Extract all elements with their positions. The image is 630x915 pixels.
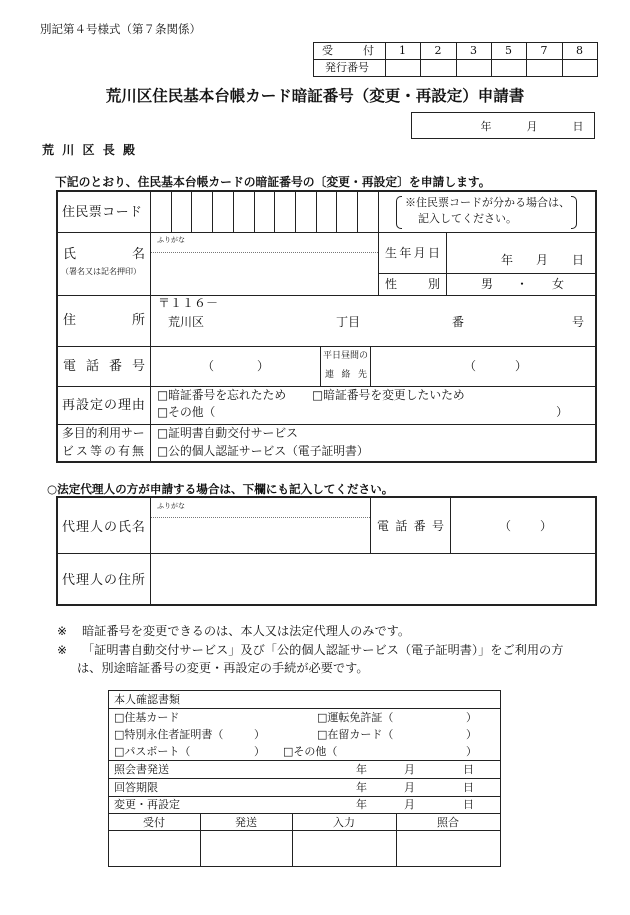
code-cell-rule — [171, 191, 172, 232]
label-char: 番 — [108, 358, 122, 374]
reason-other-checkbox: □その他（ — [157, 405, 216, 419]
office-date-row-label: 回答期限 — [114, 780, 158, 794]
label-char: 住 — [62, 204, 76, 220]
label-char: 性 — [385, 277, 398, 291]
label-char: 所 — [131, 312, 145, 328]
label-char: の — [104, 444, 116, 458]
code-cell-rule — [254, 191, 255, 232]
agent-phone-label — [377, 520, 444, 532]
daytime-paren-close: ） — [514, 359, 528, 373]
furigana-divider — [151, 252, 378, 253]
label-char: 電 — [377, 519, 390, 533]
daytime-paren-open: （ — [463, 359, 477, 373]
office-date-year: 年 — [356, 762, 367, 776]
birthdate-label — [385, 247, 440, 259]
label-char: 長 — [102, 143, 115, 157]
code-cell-rule — [336, 191, 337, 232]
label-char: 定 — [89, 397, 103, 413]
code-cell-rule — [274, 191, 275, 232]
note-mark: ※ — [57, 643, 68, 657]
table-rule — [57, 553, 596, 554]
code-cell-rule — [212, 191, 213, 232]
agent-furigana-label: ふりがな — [157, 501, 185, 510]
issue-number-label: 発行番号 — [325, 61, 369, 74]
table-rule — [456, 42, 457, 77]
label-char: 付 — [363, 44, 374, 57]
name-label — [63, 248, 145, 261]
birthdate-month: 月 — [535, 253, 549, 267]
label-char: 電 — [63, 358, 77, 374]
date-box — [411, 112, 595, 139]
table-rule — [108, 708, 501, 709]
stamp-column-header: 発送 — [235, 815, 257, 829]
services-label — [62, 446, 144, 458]
label-char: 住 — [117, 572, 131, 588]
furigana-label: ふりがな — [157, 235, 185, 244]
label-char: の — [103, 397, 117, 413]
code-cell-rule — [233, 191, 234, 232]
label-char: ー — [115, 204, 129, 220]
label-char: 絡 — [341, 369, 351, 380]
address-chome: 丁目 — [336, 315, 361, 329]
label-char: 号 — [431, 519, 444, 533]
label-char: 由 — [131, 397, 145, 413]
resident-code-note: ※住民票コードが分かる場合は、 — [405, 195, 570, 209]
label-char: 荒 — [42, 143, 55, 157]
receipt-number: 2 — [434, 44, 442, 57]
table-rule — [57, 346, 596, 347]
reason-forgot-checkbox: □暗証番号を忘れたため — [157, 388, 287, 402]
label-char: 代 — [62, 572, 76, 588]
phone-paren-open: （ — [201, 359, 215, 373]
phone-paren-close: ） — [256, 359, 270, 373]
daytime-contact-label: 平日昼間の — [323, 350, 369, 361]
office-date-row-label: 照会書発送 — [114, 762, 169, 776]
service-auto-issue-checkbox: □証明書自動交付サービス — [157, 426, 298, 440]
note-text: 暗証番号を変更できるのは、本人又は法定代理人のみです。 — [82, 624, 411, 638]
id-doc-paren-close: ） — [254, 744, 265, 758]
birthdate-day: 日 — [571, 253, 585, 267]
label-char: 等 — [90, 444, 102, 458]
daytime-contact-label — [325, 371, 367, 380]
label-char: 受 — [322, 44, 333, 57]
reason-change-checkbox: □暗証番号を変更したいため — [312, 388, 465, 402]
code-cell-rule — [316, 191, 317, 232]
id-doc-passport-checkbox: □パスポート（ — [114, 744, 191, 758]
table-rule — [150, 497, 151, 605]
note-mark: ※ — [57, 624, 68, 638]
sex-separator: ・ — [515, 277, 529, 291]
table-rule — [57, 232, 596, 233]
table-rule — [526, 42, 527, 77]
agent-table — [56, 496, 597, 606]
table-rule — [378, 191, 379, 295]
date-month: 月 — [526, 119, 538, 133]
label-char: 票 — [88, 204, 102, 220]
label-char: 話 — [395, 519, 408, 533]
label-char: ス — [76, 444, 88, 458]
label-char: 川 — [62, 143, 75, 157]
label-char: 生 — [385, 246, 398, 260]
table-rule — [320, 346, 321, 386]
label-char: 殿 — [122, 143, 135, 157]
stamp-column-header: 照合 — [437, 815, 459, 829]
id-doc-juki-card-checkbox: □住基カード — [114, 710, 180, 724]
phone-label — [63, 360, 145, 373]
agent-name-label — [62, 521, 145, 534]
office-date-day: 日 — [463, 797, 474, 811]
name-sublabel: （署名又は記名押印） — [61, 267, 141, 276]
label-char: 理 — [117, 397, 131, 413]
id-doc-residence-card-checkbox: □在留カード（ — [317, 727, 394, 741]
note-bracket-left — [396, 196, 402, 229]
table-rule — [292, 813, 293, 866]
table-rule — [57, 386, 596, 387]
id-doc-paren-close: ） — [466, 710, 477, 724]
stamp-column-header: 入力 — [333, 815, 355, 829]
furigana-divider — [151, 517, 370, 518]
label-char: 人 — [89, 572, 103, 588]
services-label: 多目的利用サー — [62, 426, 145, 440]
agent-address-label — [62, 574, 145, 587]
intro-text: 下記のとおり、住民基本台帳カードの暗証番号の〔変更・再設定〕を申請します。 — [55, 175, 491, 189]
label-char: 所 — [131, 572, 145, 588]
note-text-continuation: は、別途暗証番号の変更・再設定の手続が必要です。 — [77, 661, 369, 675]
receipt-number: 7 — [540, 44, 548, 57]
address-ban: 番 — [452, 315, 465, 329]
address-city: 荒川区 — [168, 315, 205, 329]
label-char: 区 — [82, 143, 95, 157]
label-char: 理 — [75, 572, 89, 588]
form-number: 別記第４号様式（第７条関係） — [40, 22, 201, 36]
label-char: 代 — [62, 519, 76, 535]
label-char: 無 — [132, 444, 144, 458]
id-doc-paren-close: ） — [466, 727, 477, 741]
sex-label — [385, 278, 440, 290]
label-char: 日 — [427, 246, 440, 260]
label-char: 民 — [75, 204, 89, 220]
addressee — [42, 144, 135, 156]
receipt-number: 3 — [470, 44, 477, 57]
id-doc-paren-close: ） — [466, 744, 477, 758]
table-rule — [446, 232, 447, 295]
agent-phone-paren-open: （ — [498, 519, 512, 533]
id-docs-label: 本人確認書類 — [114, 692, 180, 706]
label-char: 再 — [62, 397, 76, 413]
label-char: 話 — [85, 358, 99, 374]
table-rule — [57, 295, 596, 296]
office-date-day: 日 — [463, 762, 474, 776]
table-rule — [150, 191, 151, 462]
table-rule — [108, 813, 501, 814]
reason-label — [62, 399, 145, 412]
id-doc-license-checkbox: □運転免許証（ — [317, 710, 394, 724]
label-char: 先 — [357, 369, 367, 380]
office-date-year: 年 — [356, 780, 367, 794]
table-rule — [108, 778, 501, 779]
label-char: 人 — [89, 519, 103, 535]
label-char: の — [103, 519, 117, 535]
code-cell-rule — [295, 191, 296, 232]
stamp-column-header: 受付 — [143, 815, 165, 829]
resident-code-note: 記入してください。 — [418, 211, 517, 225]
date-day: 日 — [572, 119, 584, 133]
receipt-number: 5 — [505, 44, 512, 57]
table-rule — [200, 813, 201, 866]
table-rule — [108, 830, 501, 831]
form-title: 荒川区住民基本台帳カード暗証番号（変更・再設定）申請書 — [105, 87, 525, 105]
table-rule — [370, 346, 371, 386]
label-char: 月 — [413, 246, 426, 260]
label-char: 別 — [427, 277, 440, 291]
birthdate-year: 年 — [500, 253, 514, 267]
label-char: 理 — [75, 519, 89, 535]
receipt-label — [322, 45, 374, 56]
office-date-month: 月 — [404, 762, 415, 776]
table-rule — [562, 42, 563, 77]
label-char: 有 — [118, 444, 130, 458]
office-date-month: 月 — [404, 780, 415, 794]
address-go: 号 — [572, 315, 585, 329]
label-char: ド — [128, 204, 142, 220]
table-rule — [108, 760, 501, 761]
id-doc-paren-close: ） — [254, 727, 265, 741]
code-cell-rule — [191, 191, 192, 232]
label-char: 住 — [63, 312, 77, 328]
table-rule — [57, 424, 596, 425]
label-char: ビ — [62, 444, 74, 458]
service-pki-checkbox: □公的個人認証サービス（電子証明書） — [157, 444, 369, 458]
postal-prefix: 〒１１６－ — [158, 295, 219, 310]
code-cell-rule — [357, 191, 358, 232]
table-rule — [420, 42, 421, 77]
label-char: 氏 — [63, 246, 77, 262]
office-date-month: 月 — [404, 797, 415, 811]
agent-phone-paren-close: ） — [539, 519, 553, 533]
sex-female: 女 — [551, 277, 565, 291]
label-char: 年 — [399, 246, 412, 260]
reason-other-close: ） — [556, 405, 568, 419]
office-date-row-label: 変更・再設定 — [114, 797, 180, 811]
label-char: 番 — [413, 519, 426, 533]
table-rule — [108, 796, 501, 797]
table-rule — [385, 42, 386, 77]
address-label — [63, 314, 145, 327]
id-doc-other-checkbox: □その他（ — [283, 744, 338, 758]
receipt-number: 8 — [576, 44, 583, 57]
agent-notice: ○法定代理人の方が申請する場合は、下欄にも記入してください。 — [47, 482, 394, 496]
note-text: 「証明書自動交付サービス」及び「公的個人認証サービス（電子証明書）」をご利用の方 — [82, 643, 564, 657]
table-rule — [378, 273, 596, 274]
label-char: の — [103, 572, 117, 588]
label-char: 号 — [131, 358, 145, 374]
receipt-number: 1 — [399, 44, 406, 57]
label-char: 名 — [131, 519, 145, 535]
note-bracket-right — [571, 196, 577, 229]
date-year: 年 — [480, 119, 492, 133]
label-char: 名 — [131, 246, 145, 262]
office-date-year: 年 — [356, 797, 367, 811]
label-char: 連 — [325, 369, 335, 380]
table-rule — [370, 497, 371, 553]
label-char: コ — [102, 204, 116, 220]
id-doc-special-resident-checkbox: □特別永住者証明書（ — [114, 727, 224, 741]
table-rule — [491, 42, 492, 77]
sex-male: 男 — [480, 277, 494, 291]
label-char: 氏 — [117, 519, 131, 535]
resident-code-label — [62, 206, 142, 219]
table-rule — [450, 497, 451, 553]
label-char: 設 — [75, 397, 89, 413]
office-date-day: 日 — [463, 780, 474, 794]
table-rule — [396, 813, 397, 866]
